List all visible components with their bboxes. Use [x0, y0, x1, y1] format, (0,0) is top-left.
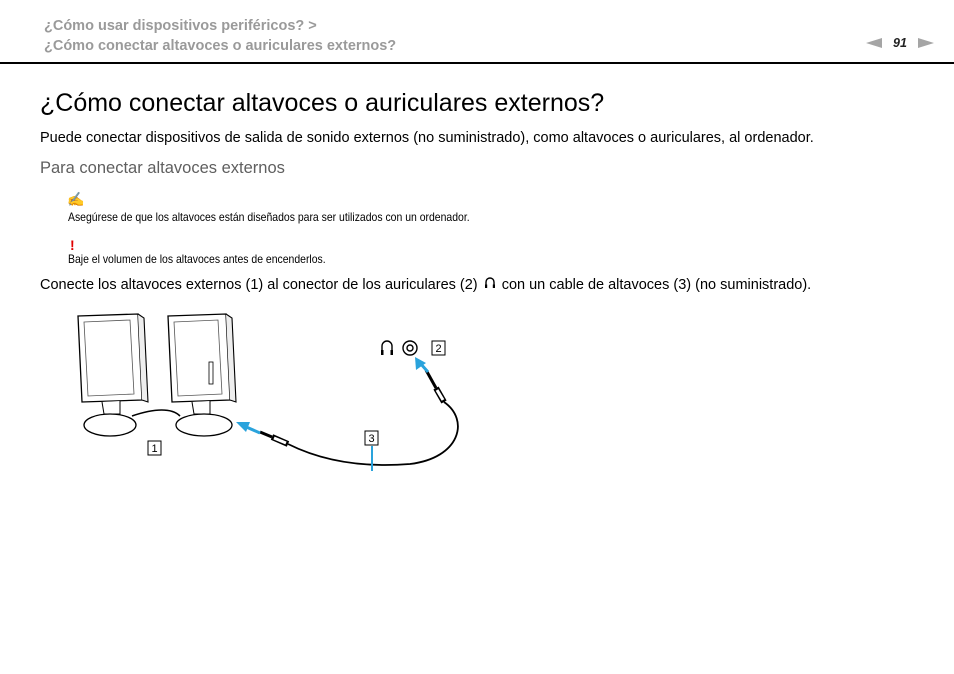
exclamation-icon: ! — [70, 237, 75, 253]
speaker-left — [78, 314, 148, 436]
page-title: ¿Cómo conectar altavoces o auriculares externos? — [40, 89, 605, 117]
note-text: Asegúrese de que los altavoces están diseñados para ser utilizados con un ordenador. — [68, 210, 470, 224]
breadcrumb — [44, 16, 396, 56]
page-navigation — [866, 36, 934, 50]
intro-paragraph: Puede conectar dispositivos de salida de sonido externos (no suministrado), como altavoces o auriculares, al ordenador. — [40, 130, 814, 146]
header-divider — [0, 62, 954, 64]
speaker-link-wire — [132, 410, 180, 416]
instruction-text-end: con un cable de altavoces (3) (no suministrado). — [501, 277, 812, 293]
warning-text: Baje el volumen de los altavoces antes de encenderlos. — [68, 252, 326, 266]
arrow-to-jack-icon — [415, 357, 428, 372]
label-1: 1 — [151, 443, 158, 455]
label-3: 3 — [368, 433, 375, 445]
headphone-jack — [381, 341, 417, 355]
page-number: 91 — [893, 36, 907, 50]
breadcrumb-current[interactable]: ¿Cómo conectar altavoces o auriculares externos? — [44, 38, 397, 54]
section-subheading: Para conectar altavoces externos — [40, 159, 285, 177]
headphones-icon — [484, 276, 496, 293]
speaker-right — [168, 314, 236, 436]
previous-page-icon[interactable] — [866, 38, 882, 48]
label-2: 2 — [435, 343, 442, 355]
next-page-icon[interactable] — [918, 38, 934, 48]
instruction-paragraph — [40, 276, 811, 293]
speaker-connection-illustration — [60, 300, 480, 490]
arrow-to-speaker-icon — [236, 422, 260, 433]
illustration-svg — [60, 300, 480, 490]
instruction-text-start: Conecte los altavoces externos (1) al conector de los auriculares (2) — [40, 277, 478, 293]
pencil-icon: ✍ — [67, 191, 85, 207]
breadcrumb-parent[interactable]: ¿Cómo usar dispositivos periféricos? > — [44, 18, 317, 34]
cable-plug-speaker-end — [260, 432, 288, 444]
cable-plug-jack-end — [426, 370, 444, 402]
